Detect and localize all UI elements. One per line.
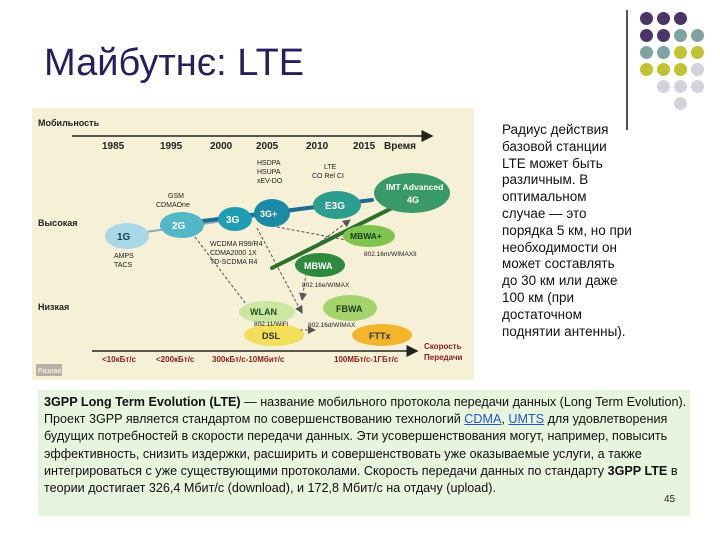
label-wcdma: WCDMA R99/R4 bbox=[210, 241, 263, 248]
decor-dot bbox=[674, 12, 687, 25]
node-1g: 1G bbox=[117, 232, 131, 243]
speed-label: <200кБт/с bbox=[156, 355, 195, 364]
node-dsl: DSL bbox=[262, 331, 280, 341]
mobility-diagram bbox=[32, 108, 474, 380]
year-label: 2010 bbox=[306, 141, 329, 152]
lte-standard: 3GPP LTE bbox=[607, 463, 668, 478]
label-wifi: 802.11/WiFi bbox=[254, 321, 289, 328]
decor-dot bbox=[691, 46, 704, 59]
label-td-scdma: TD-SCDMA R4 bbox=[210, 259, 258, 266]
decor-dot bbox=[657, 46, 670, 59]
year-label: 2000 bbox=[210, 141, 233, 152]
description-part: , bbox=[501, 412, 509, 427]
lte-term: 3GPP Long Term Evolution (LTE) bbox=[44, 395, 241, 409]
year-label: 2015 bbox=[353, 141, 376, 152]
speed-label: 300кБт/с-10Мбит/с bbox=[212, 355, 285, 364]
node-fttx: FTTx bbox=[369, 331, 391, 341]
label-amps: AMPS bbox=[114, 253, 134, 260]
decor-dot bbox=[640, 63, 653, 76]
year-label: 2005 bbox=[256, 141, 279, 152]
year-label: 1985 bbox=[102, 141, 125, 152]
speed-label: 100МБт/с-1ГБт/с bbox=[334, 355, 399, 364]
label-co-rel: CO Rel CI bbox=[312, 173, 344, 180]
label-cdmaone: CDMAOne bbox=[156, 202, 190, 209]
label-lte: LTE bbox=[324, 164, 337, 171]
cdma-link[interactable]: CDMA bbox=[464, 412, 502, 427]
label-wimax-ii: 802.16m/WIMAXII bbox=[364, 251, 417, 258]
node-mbwa-plus: MBWA+ bbox=[350, 231, 382, 241]
decor-dot bbox=[657, 63, 670, 76]
label-wimax-e: 802.16e/WIMAX bbox=[302, 282, 350, 289]
decor-dot bbox=[657, 29, 670, 42]
decor-dot bbox=[674, 46, 687, 59]
label-hsdpa: HSDPA bbox=[257, 160, 281, 167]
slide-title: Майбутнє: LTE bbox=[44, 42, 305, 84]
label-wimax-d: 802.16d/WIMAX bbox=[308, 322, 356, 329]
decor-dot bbox=[657, 80, 670, 93]
node-mbwa: MBWA bbox=[304, 261, 333, 271]
decor-dot bbox=[691, 63, 704, 76]
decor-dots bbox=[634, 12, 720, 118]
umts-link[interactable]: UMTS bbox=[508, 412, 545, 427]
level-high: Высокая bbox=[38, 218, 78, 228]
decor-dot bbox=[674, 97, 687, 110]
decor-dot bbox=[657, 12, 670, 25]
node-2g: 2G bbox=[172, 221, 186, 232]
node-imt: IMT Advanced bbox=[386, 182, 444, 192]
decor-dot bbox=[674, 80, 687, 93]
description-part: в теории достигает 326,4 Мбит/с (download), и 172,8 Мбит/с на отдачу (upload). bbox=[44, 463, 678, 496]
description-part: — название мобильного протокола передачи данных (Long Term Evolution). Проект 3GPP является стандартом по совершенствованию технологий bbox=[44, 395, 687, 427]
side-note: Радиус действия базовой станции LTE может быть различным. В оптимальном случае — это порядка 5 км, но при необходимости он может составлять до 30 км или даже 100 км (при достаточном поднятии антенны). bbox=[502, 122, 632, 339]
time-label: Время bbox=[384, 141, 416, 152]
label-gsm: GSM bbox=[168, 193, 184, 200]
node-wlan: WLAN bbox=[250, 307, 277, 317]
label-tacs: TACS bbox=[114, 262, 133, 269]
node-3g-plus: 3G+ bbox=[260, 209, 278, 219]
label-xev-do: xEV-DO bbox=[257, 178, 283, 185]
node-e3g: E3G bbox=[325, 201, 346, 212]
label-cdma2000: CDMA2000 1X bbox=[210, 250, 257, 257]
decor-dot bbox=[691, 29, 704, 42]
description-part: для удовлетворения будущих потребностей в скорости передачи данных. Эти усовершенствования могут, например, повысить эффективность, снизить издержки, расширить и совершенствовать уже оказываемые услуги, а также интегрироваться с уже существующими протоколами. Скорость передачи данных по стандарту bbox=[44, 412, 668, 478]
year-label: 1995 bbox=[160, 141, 183, 152]
title-divider bbox=[626, 10, 628, 130]
speed-title: Скорость bbox=[424, 342, 462, 351]
decor-dot bbox=[640, 46, 653, 59]
decor-dot bbox=[640, 29, 653, 42]
watermark-label: Pазная bbox=[38, 368, 62, 375]
node-4g: 4G bbox=[407, 195, 420, 205]
speed-label: <10кБт/с bbox=[102, 355, 136, 364]
page-number: 45 bbox=[664, 494, 676, 505]
level-low: Низкая bbox=[38, 302, 70, 312]
speed-title: Передачи bbox=[424, 353, 463, 362]
decor-dot bbox=[640, 12, 653, 25]
decor-dot bbox=[674, 29, 687, 42]
label-hsupa: HSUPA bbox=[257, 169, 281, 176]
decor-dot bbox=[674, 63, 687, 76]
description-text bbox=[44, 394, 689, 497]
decor-dot bbox=[691, 80, 704, 93]
y-axis-title: Мобильность bbox=[38, 118, 100, 128]
node-fbwa: FBWA bbox=[336, 304, 363, 314]
node-3g: 3G bbox=[226, 215, 240, 226]
